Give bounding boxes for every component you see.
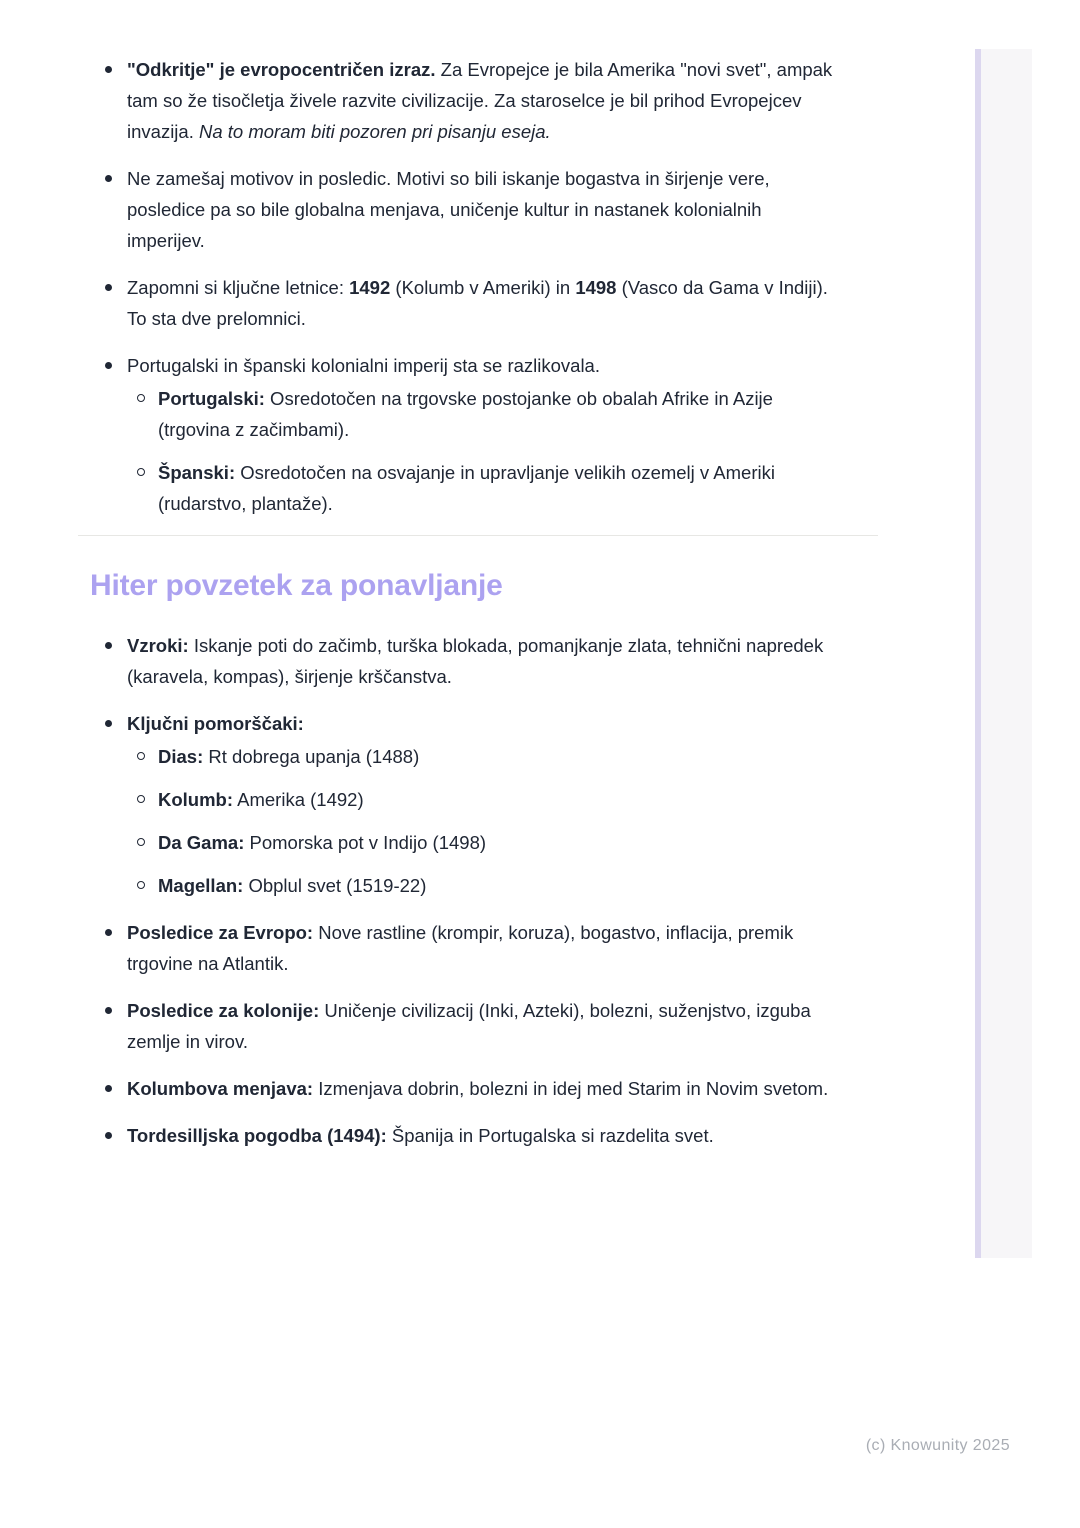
text-segment: 1492: [349, 277, 391, 298]
text-segment: Tordesilljska pogodba (1494):: [127, 1125, 387, 1146]
text-segment: (Vasco da Gama v Indiji). To sta dve prelomnici.: [127, 277, 828, 329]
list-item: [127, 1120, 878, 1151]
text-segment: Za Evropejce je bila Amerika "novi svet", ampak tam so že tisočletja živele razvite civilizacije. Za staroselce je bil prihod Evropejcev invazija.: [127, 59, 833, 142]
list-item: [127, 917, 878, 979]
text-segment: Izmenjava dobrin, bolezni in idej med Starim in Novim svetom.: [313, 1078, 829, 1099]
note-page-content: [78, 54, 878, 1167]
text-segment: Da Gama:: [158, 832, 245, 853]
text-segment: Posledice za kolonije:: [127, 1000, 320, 1021]
list-item: [127, 630, 878, 692]
text-segment: Posledice za Evropo:: [127, 922, 314, 943]
summary-heading: Hiter povzetek za ponavljanje: [90, 569, 503, 602]
sub-list-item: [158, 741, 838, 772]
list-item: [127, 54, 878, 147]
list-item: [127, 163, 878, 256]
list-item: [127, 1073, 878, 1104]
text-segment: Osredotočen na osvajanje in upravljanje velikih ozemelj v Ameriki (rudarstvo, plantaže).: [158, 462, 775, 514]
summary-list: [78, 630, 878, 1151]
text-segment: Španija in Portugalska si razdelita svet.: [386, 1125, 714, 1146]
text-segment: Zapomni si ključne letnice:: [127, 277, 350, 298]
text-segment: Španski:: [158, 462, 236, 483]
text-segment: Kolumb:: [158, 789, 234, 810]
text-segment: Amerika (1492): [233, 789, 364, 810]
text-segment: Portugalski in španski kolonialni imperij sta se razlikovala.: [127, 355, 600, 376]
sub-list: [127, 741, 838, 901]
text-segment: Iskanje poti do začimb, turška blokada, pomanjkanje zlata, tehnični napredek (karavela, kompas), širjenje krščanstva.: [127, 635, 824, 687]
copyright-text: (c) Knowunity 2025: [865, 1437, 1010, 1454]
text-segment: Pomorska pot v Indijo (1498): [244, 832, 487, 853]
list-item: [127, 708, 878, 901]
text-segment: Ključni pomorščaki:: [127, 713, 304, 734]
list-item: [127, 995, 878, 1057]
sub-list-item: [158, 827, 838, 858]
sub-list: [127, 383, 838, 519]
text-segment: Obplul svet (1519-22): [243, 875, 427, 896]
text-segment: Kolumbova menjava:: [127, 1078, 314, 1099]
text-segment: Portugalski:: [158, 388, 265, 409]
text-segment: "Odkritje" je evropocentričen izraz.: [127, 59, 436, 80]
list-item: [127, 272, 878, 334]
text-segment: Uničenje civilizacij (Inki, Azteki), bolezni, suženjstvo, izguba zemlje in virov.: [127, 1000, 811, 1052]
text-segment: (Kolumb v Ameriki) in: [390, 277, 576, 298]
intro-list: [78, 54, 878, 519]
next-page-edge: [981, 49, 1032, 1258]
text-segment: 1498: [575, 277, 617, 298]
text-segment: Nove rastline (krompir, koruza), bogastvo, inflacija, premik trgovine na Atlantik.: [127, 922, 794, 974]
section-divider: [78, 535, 878, 536]
text-segment: Rt dobrega upanja (1488): [203, 746, 420, 767]
text-segment: Osredotočen na trgovske postojanke ob obalah Afrike in Azije (trgovina z začimbami).: [158, 388, 773, 440]
sub-list-item: [158, 784, 838, 815]
text-segment: Vzroki:: [127, 635, 189, 656]
text-segment: Na to moram biti pozoren pri pisanju eseja.: [198, 121, 551, 142]
text-segment: Magellan:: [158, 875, 244, 896]
sub-list-item: [158, 383, 838, 445]
text-segment: Ne zamešaj motivov in posledic. Motivi so bili iskanje bogastva in širjenje vere, posledice pa so bile globalna menjava, uničenje kultur in nastanek kolonialnih imperijev.: [127, 168, 770, 251]
text-segment: Dias:: [158, 746, 204, 767]
list-item: [127, 350, 878, 519]
sub-list-item: [158, 870, 838, 901]
sub-list-item: [158, 457, 838, 519]
